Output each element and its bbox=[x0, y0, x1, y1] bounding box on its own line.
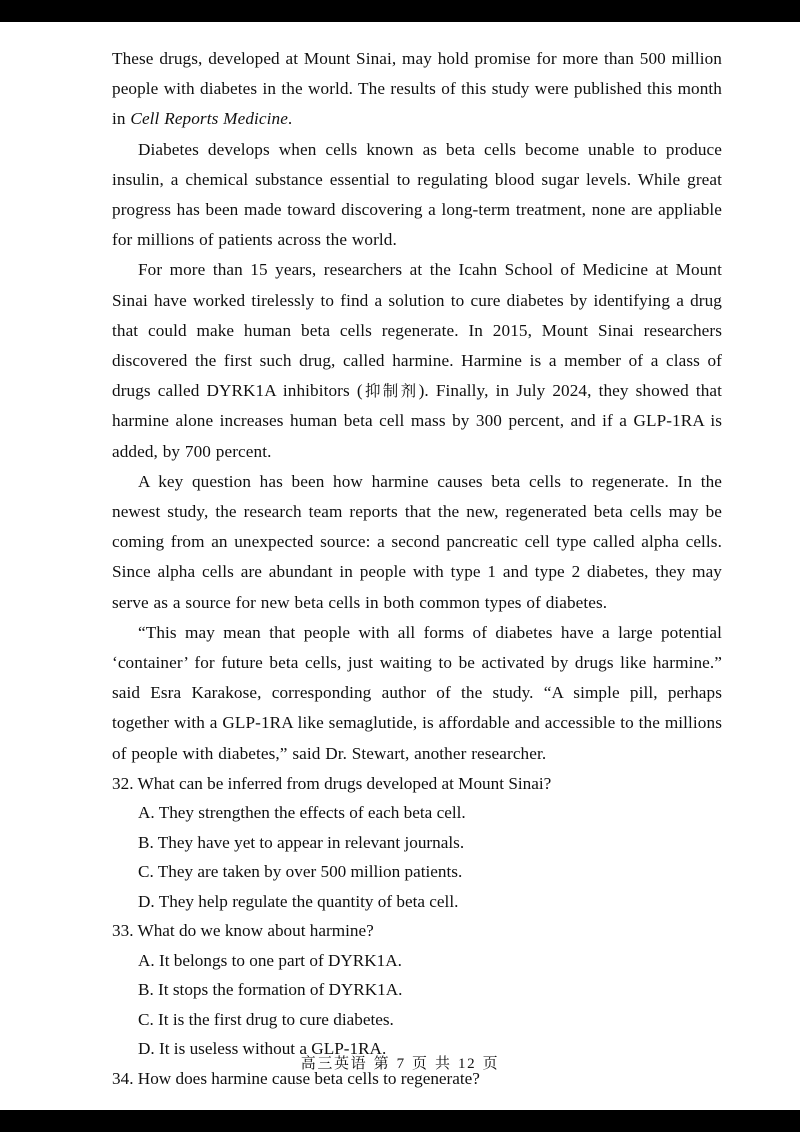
question-32-number: 32. bbox=[112, 773, 134, 793]
question-34-number: 34. bbox=[112, 1068, 134, 1088]
article-body bbox=[112, 44, 722, 769]
footer-total-number: 12 bbox=[458, 1056, 477, 1072]
scan-band-top bbox=[0, 0, 800, 22]
question-33-text: What do we know about harmine? bbox=[137, 921, 374, 941]
paragraph-1 bbox=[112, 44, 722, 135]
paragraph-2-text: Diabetes develops when cells known as beta cells become unable to produce insulin, a chemical substance essential to regulating blood sugar levels. While great progress has been made toward discovering a long-term treatment, none are appliable for millions of patients across the world. bbox=[112, 139, 722, 250]
question-33-option-d[interactable]: D. It is useless without a GLP-1RA. bbox=[138, 1039, 387, 1059]
question-block-32 bbox=[112, 769, 722, 917]
question-33 bbox=[112, 916, 722, 946]
question-33-option-c[interactable]: C. It is the first drug to cure diabetes. bbox=[138, 1009, 394, 1029]
scan-band-bottom bbox=[0, 1110, 800, 1132]
page-content bbox=[112, 44, 722, 1093]
footer-page-number: 7 bbox=[396, 1056, 406, 1072]
question-list bbox=[112, 769, 722, 1094]
question-33-option-b[interactable]: B. It stops the formation of DYRK1A. bbox=[138, 980, 403, 1000]
question-33-number: 33. bbox=[112, 921, 134, 941]
footer-subject: 高三英语 bbox=[300, 1054, 368, 1072]
footer-page-label: 第 bbox=[373, 1054, 391, 1072]
page-footer bbox=[0, 1052, 800, 1073]
footer-total-unit: 页 bbox=[482, 1054, 500, 1072]
question-32-option-c[interactable]: C. They are taken by over 500 million patients. bbox=[138, 862, 463, 882]
footer-total-label: 共 bbox=[435, 1054, 452, 1072]
paragraph-1-text-b: . bbox=[287, 109, 293, 129]
paragraph-5-text: “This may mean that people with all forms of diabetes have a large potential ‘container’ for future beta cells, just waiting to be activated by drugs like harmine.” said Esra Karakose, corresponding author of the study. “A simple pill, perhaps together with a GLP-1RA like semaglutide, is affordable and accessible to the millions of people with diabetes,” said Dr. Stewart, another researcher. bbox=[112, 622, 722, 763]
exam-page bbox=[0, 22, 800, 1110]
question-block-33 bbox=[112, 916, 722, 1064]
paragraph-4 bbox=[112, 467, 722, 618]
paragraph-2 bbox=[112, 135, 722, 256]
paragraph-3 bbox=[112, 255, 722, 466]
paragraph-3-text-a: For more than 15 years, researchers at the Icahn School of Medicine at Mount Sinai have worked tirelessly to find a solution to cure diabetes by identifying a drug that could make human beta cells regenerate. In 2015, Mount Sinai researchers discovered the first such drug, called harmine. Harmine is a member of a class of drugs called DYRK1A inhibitors ( bbox=[112, 260, 722, 401]
paragraph-5 bbox=[112, 618, 722, 769]
question-33-option-a[interactable]: A. It belongs to one part of DYRK1A. bbox=[138, 950, 402, 970]
question-32-option-b[interactable]: B. They have yet to appear in relevant journals. bbox=[138, 832, 465, 852]
journal-title: Cell Reports Medicine bbox=[130, 109, 288, 129]
paragraph-4-text: A key question has been how harmine causes beta cells to regenerate. In the newest study, the research team reports that the new, regenerated beta cells may be coming from an unexpected source: a second pancreatic cell type called alpha cells. Since alpha cells are abundant in people with type 1 and type 2 diabetes, they may serve as a source for new beta cells in both common types of diabetes. bbox=[112, 471, 722, 612]
chinese-gloss-inhibitor: 抑制剂 bbox=[362, 382, 419, 401]
question-32 bbox=[112, 769, 722, 799]
question-34-text: How does harmine cause beta cells to regenerate? bbox=[137, 1068, 480, 1088]
question-32-option-a[interactable]: A. They strengthen the effects of each beta cell. bbox=[138, 803, 466, 823]
question-32-option-d[interactable]: D. They help regulate the quantity of beta cell. bbox=[138, 891, 459, 911]
paragraph-1-text-a: These drugs, developed at Mount Sinai, may hold promise for more than 500 million people with diabetes in the world. The results of this study were published this month in bbox=[112, 49, 722, 129]
footer-page-unit: 页 bbox=[412, 1054, 429, 1072]
paragraph-3-text-b: ). Finally, in July 2024, they showed that harmine alone increases human beta cell mass by 300 percent, and if a GLP-1RA is added, by 700 percent. bbox=[112, 381, 722, 461]
question-32-text: What can be inferred from drugs developed at Mount Sinai? bbox=[137, 773, 552, 793]
